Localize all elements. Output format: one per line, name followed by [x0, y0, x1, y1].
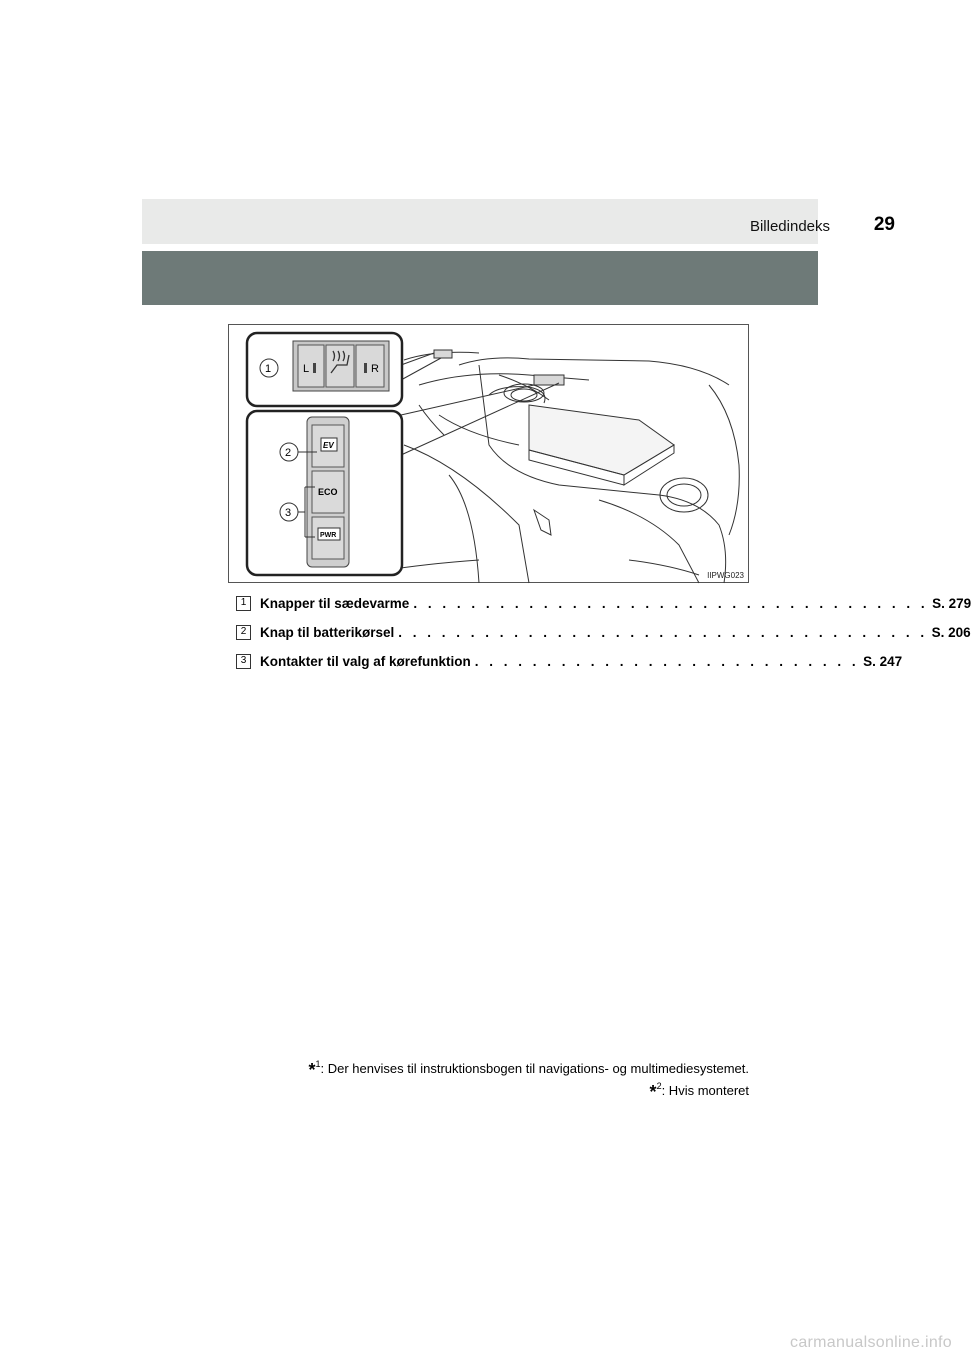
- footnote-asterisk: *: [308, 1060, 316, 1080]
- page-number: 29: [873, 214, 895, 235]
- item-number: 2: [236, 625, 251, 640]
- chapter-band: [142, 251, 818, 305]
- leader-dots: . . . . . . . . . . . . . . . . . . . . . . . . . . . . . . . . . . . .: [413, 595, 929, 611]
- footnote-2: [650, 1078, 749, 1100]
- footnote-text: : Hvis monteret: [661, 1083, 749, 1098]
- seat-right-label: R: [371, 363, 379, 375]
- eco-button-label: ECO: [318, 487, 338, 497]
- section-title: Billedindeks: [749, 218, 830, 235]
- console-drawing: [229, 325, 750, 584]
- index-item[interactable]: [236, 652, 903, 670]
- watermark: carmanualsonline.info: [790, 1334, 952, 1351]
- footnote-number: 1: [315, 1059, 321, 1069]
- pwr-button-label: PWR: [320, 532, 337, 539]
- figure-code: IIPWG023: [707, 571, 744, 580]
- item-label: Knapper til sædevarme: [260, 595, 410, 611]
- page-reference[interactable]: S. 279: [932, 595, 971, 611]
- seat-left-label: L: [303, 363, 310, 375]
- item-label: Knap til batterikørsel: [260, 624, 395, 640]
- callout-1: 1: [265, 363, 272, 375]
- index-list: [236, 594, 971, 681]
- callout-2: 2: [285, 447, 292, 459]
- header-band: [142, 199, 818, 244]
- callout-3: 3: [285, 507, 292, 519]
- footnote-text: : Der henvises til instruktionsbogen til navigations- og multimediesystemet.: [320, 1061, 749, 1076]
- console-illustration: [228, 324, 749, 583]
- item-number: 1: [236, 596, 251, 611]
- leader-dots: . . . . . . . . . . . . . . . . . . . . . . . . . . . . . . . . . . . . .: [398, 624, 928, 640]
- index-item[interactable]: [236, 594, 971, 612]
- page-reference[interactable]: S. 247: [863, 653, 903, 669]
- page-reference[interactable]: S. 206: [931, 624, 971, 640]
- item-number: 3: [236, 654, 251, 669]
- footnote-number: 2: [656, 1081, 662, 1091]
- footnote-asterisk: *: [649, 1082, 657, 1102]
- footnote-1: [308, 1056, 749, 1078]
- leader-dots: . . . . . . . . . . . . . . . . . . . . . . . . . . .: [474, 653, 860, 669]
- index-item[interactable]: [236, 623, 971, 641]
- item-label: Kontakter til valg af kørefunktion: [260, 653, 471, 669]
- ev-button-label: EV: [323, 441, 334, 450]
